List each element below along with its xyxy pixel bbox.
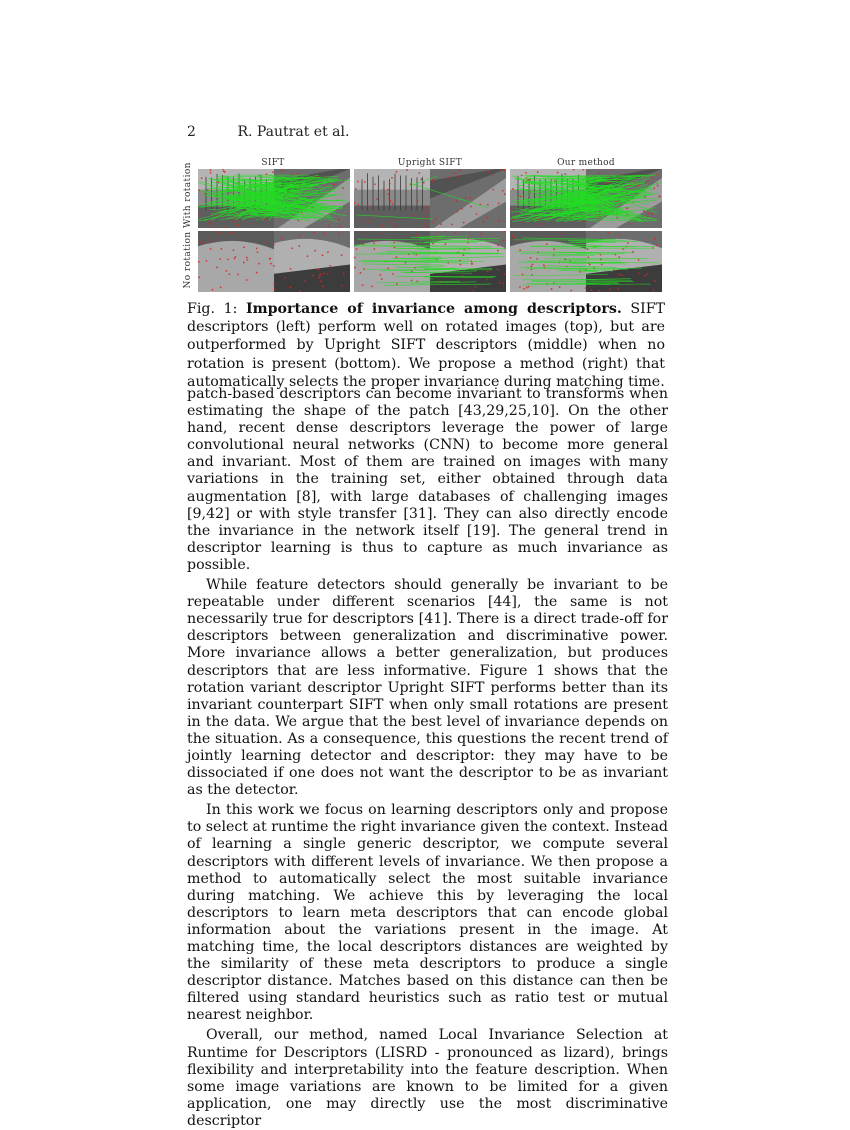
column-title-our-method: Our method xyxy=(510,158,662,168)
body-text xyxy=(187,386,668,1130)
page-number: 2 xyxy=(187,124,233,140)
row-label-with-rotation: With rotation xyxy=(183,168,193,228)
running-header xyxy=(187,124,349,140)
panel-ours-no-rotation xyxy=(510,231,662,292)
caption-text: SIFT descriptors (left) perform well on rotated images (top), but are outperformed by Upright SIFT descriptors (middle) when no rotation is present (bottom). We propose a method (right) that automatically selects the proper invariance during matching time. xyxy=(187,301,665,390)
paragraph: In this work we focus on learning descriptors only and propose to select at runtime the right invariance given the context. Instead of learning a single generic descriptor, we compute several descriptors with different levels of invariance. We then propose a method to automatically select the most suitable invariance during matching. We achieve this by leveraging the local descriptors to learn meta descriptors that can encode global information about the variations present in the image. At matching time, the local descriptors distances are weighted by the similarity of these meta descriptors to produce a single descriptor distance. Matches based on this distance can then be filtered using standard heuristics such as ratio test or mutual nearest neighbor. xyxy=(187,802,668,1024)
row-label-no-rotation: No rotation xyxy=(183,230,193,290)
panel-upright-with-rotation xyxy=(354,169,506,228)
running-authors: R. Pautrat et al. xyxy=(237,124,349,140)
paragraph: While feature detectors should generally be invariant to be repeatable under different scenarios [44], the same is not necessarily true for descriptors [41]. There is a direct trade-off for descriptors between generalization and discriminative power. More invariance allows a better generalization, but produces descriptors that are less informative. Figure 1 shows that the rotation variant descriptor Upright SIFT performs better than its invariant counterpart SIFT when only small rotations are present in the data. We argue that the best level of invariance depends on the situation. As a consequence, this questions the recent trend of jointly learning detector and descriptor: they may have to be dissociated if one does not want the descriptor to be as invariant as the detector. xyxy=(187,577,668,799)
match-image-ours-norot xyxy=(510,231,662,292)
paragraph: Overall, our method, named Local Invariance Selection at Runtime for Descriptors (LISRD - pronounced as lizard), brings flexibility and interpretability into the feature description. When some image variations are known to be limited for a given application, one may directly use the most discriminative descriptor xyxy=(187,1027,668,1130)
figure-1 xyxy=(187,158,665,294)
caption-label: Fig. 1: xyxy=(187,301,246,317)
match-image-ours-rot xyxy=(510,169,662,228)
match-image-upright-norot xyxy=(354,231,506,292)
panel-sift-with-rotation xyxy=(198,169,350,228)
caption-title: Importance of invariance among descriptors. xyxy=(246,301,622,317)
paragraph: patch-based descriptors can become invariant to transforms when estimating the shape of the patch [43,29,25,10]. On the other hand, recent dense descriptors leverage the power of large convolutional neural networks (CNN) to become more general and invariant. Most of them are trained on images with many variations in the training set, either obtained through data augmentation [8], with large databases of challenging images [9,42] or with style transfer [31]. They can also directly encode the invariance in the network itself [19]. The general trend in descriptor learning is thus to capture as much invariance as possible. xyxy=(187,386,668,574)
panel-ours-with-rotation xyxy=(510,169,662,228)
column-title-sift: SIFT xyxy=(197,158,349,168)
match-image-upright-rot xyxy=(354,169,506,228)
match-image-sift-norot xyxy=(198,231,350,292)
column-title-upright-sift: Upright SIFT xyxy=(354,158,506,168)
panel-upright-no-rotation xyxy=(354,231,506,292)
panel-sift-no-rotation xyxy=(198,231,350,292)
match-image-sift-rot xyxy=(198,169,350,228)
figure-caption xyxy=(187,300,665,391)
